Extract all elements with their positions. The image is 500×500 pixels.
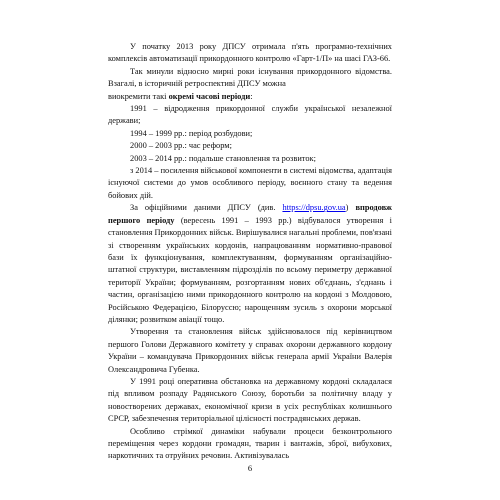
paragraph-situation-1991: У 1991 році оперативна обстановка на державному кордоні складалася під впливом розпаду Радянського Союзу, боротьби за політичну владу у новостворених державах, економічної кризи в усіх республіках колишнього СРСР, забезпечення територіальної цілісності пострадянських держав. — [108, 376, 392, 424]
paragraph-leadership: Утворення та становлення військ здійснювалося під керівництвом першого Голови Державного комітету у справах охорони державного кордону України – командувача Прикордонних військ генерала армії України Валерія Олександровича Губенка. — [108, 327, 392, 374]
paragraph-first-period — [108, 202, 392, 326]
first-period-paren: ) — [345, 203, 356, 213]
period-item: 2003 – 2014 рр.: подальше становлення та розвиток; — [130, 153, 316, 163]
paragraph-periods-intro — [108, 91, 392, 103]
period-item: 1994 – 1999 рр.: період розбудови; — [130, 128, 253, 138]
periods-intro-text: виокремити такі — [108, 91, 169, 101]
first-period-text: За офіційними даними ДПСУ (див. — [130, 203, 283, 213]
page-number: 6 — [247, 463, 253, 473]
periods-intro-colon: : — [250, 91, 253, 101]
first-period-bold: впродовж першого періоду — [108, 203, 392, 225]
paragraph-dynamics: Особливо стрімкої динаміки набували процеси безконтрольного переміщення через кордони громадян, тварин і вантажів, зброї, вибухових, наркотичних та отруйних речовин. Активізувалась — [108, 426, 392, 461]
period-item: 1991 – відродження прикордонної служби української незалежної держави; — [108, 104, 392, 126]
period-item: 2000 – 2003 рр.: час реформ; — [130, 141, 232, 151]
periods-intro-bold: окремі часові періоди — [168, 91, 251, 101]
first-period-body: (вересень 1991 – 1993 рр.) відбувалося утворення і становлення Прикордонних військ. Вирішувалися нагальні проблеми, пов'язані зі створенням українських кордонів, напрацюванням нормативно-правової бази їх функціонування, комплектуванням, формуванням організаційно-штатної структури, виставленням підрозділів по всьому периметру державної території України; формуванням, розгортанням нових об'єднань, з'єднань і частин, організацією ними прикордонного контролю на кордоні з Молдовою, Російською Федерацією, Білоруссю; нарощенням зусиль з охорони морської ділянки; розвитком авіації тощо. — [108, 215, 392, 324]
paragraph-history-intro: Так минули відносно мирні роки існування прикордонного відомства. Взагалі, в історичній ретроспективі ДПСУ можна — [108, 66, 392, 89]
period-item: з 2014 – посилення військової компоненти в системі відомства, адаптація існуючої системи до умов особливого періоду, воєнного стану та ведення бойових дій. — [108, 166, 392, 200]
periods-list — [108, 103, 392, 202]
dpsu-website-link[interactable]: https://dpsu.gov.ua — [282, 203, 346, 213]
paragraph-equipment: У початку 2013 року ДПСУ отримала п'ять програмно-технічних комплексів автоматизації прикордонного контролю «Гарт-1/П» на шасі ГАЗ-66. — [108, 42, 392, 64]
